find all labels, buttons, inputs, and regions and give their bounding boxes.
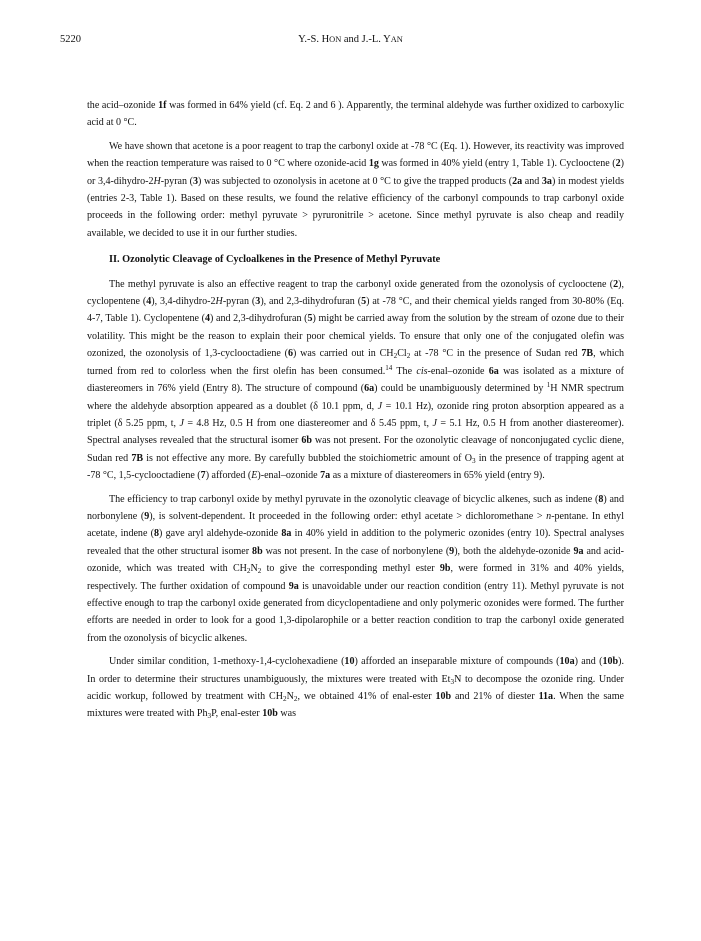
page-header bbox=[60, 34, 641, 50]
paragraph-acetone-trapping: We have shown that acetone is a poor reagent to trap the carbonyl oxide at -78 °C (Eq. 1). However, its reactivity was improved when the reaction temperature was raised to 0 °C where ozonide-acid 1g was formed in 40% yield (entry 1, Table 1). Cyclooctene (2) or 3,4-dihydro-2H-pyran (3) was subjected to ozonolysis in acetone at 0 °C to give the trapped products (2a and 3a) in modest yields (entries 2-3, Table 1). Based on these results, we found the relative efficiency of the carbonyl compounds to trap carbonyl oxide proceeds in the following order: methyl pyruvate > pyruronitrile > acetone. Since methyl pyruvate is also cheap and readily available, we decided to use it in our further studies. bbox=[87, 140, 624, 239]
article-body bbox=[87, 97, 624, 729]
paragraph-methoxy-cyclohexadiene: Under similar condition, 1-methoxy-1,4-cyclohexadiene (10) afforded an inseparable mixture of compounds (10a) and (10b). In order to determine their structures unambiguously, the mixtures were treated with $Et_3N$ to decompose the ozonide ring. Under acidic workup, followed by treatment with $CH_2N_2$, we obtained 41% of enal-ester 10b and 21% of diester 11a. When the same mixtures were treated with $Ph_3P$, enal-ester 10b was bbox=[87, 656, 625, 721]
paragraph-bicyclic-alkenes: The efficiency to trap carbonyl oxide by methyl pyruvate in the ozonolytic cleavage of bicyclic alkenes, such as indene (8) and norbonylene (9), is solvent-dependent. It proceeded in the following order: ethyl acetate > dichloromethane > n-pentane. In ethyl acetate, indene (8) gave aryl aldehyde-ozonide 8a in 40% yield in addition to the polymeric ozonides (entry 10). Spectral analyses revealed that the other structural isomer 8b was not present. In the case of norbonylene (9), both the aldehyde-ozonide 9a and acid-ozonide, which was treated with $CH_2N_2$ to give the corresponding methyl ester 9b, were formed in 31% and 40% yields, respectively. The further oxidation of compound 9a is unavoidable under our reaction condition (entry 11). Methyl pyruvate is not effective enough to trap the carbonyl oxide generated from dicyclopentadiene and only polymeric ozonides were formed. The further efforts are needed in order to look for a good 1,3-dipolarophile or a better reaction condition to trap the carbonyl oxide generated from the ozonolysis of bicyclic alkenes. bbox=[87, 493, 625, 644]
paragraph-continuation: the acid–ozonide 1f was formed in 64% yield (cf. Eq. 2 and 6 ). Apparently, the terminal aldehyde was further oxidized to carboxylic acid at 0 °C. bbox=[87, 100, 624, 129]
section-heading: II. Ozonolytic Cleavage of Cycloalkenes in the Presence of Methyl Pyruvate bbox=[109, 254, 441, 266]
paragraph-methyl-pyruvate: The methyl pyruvate is also an effective reagent to trap the carbonyl oxide generated from the ozonolysis of cyclooctene (2), cyclopentene (4), 3,4-dihydro-2H-pyran (3), and 2,3-dihydrofuran (5) at -78 °C, and their chemical yields ranged from 30-80% (Eq. 4-7, Table 1). Cyclopentene (4) and 2,3-dihydrofuran (5) might be carried away from the solution by the stream of ozone due to their volatility. This might be the reason to explain their poor chemical yields. To ensure that only one of the conjugated olefin was ozonized, the ozonolysis of 1,3-cyclooctadiene (6) was carried out in $CH_2Cl_2$ at -78 °C in the presence of Sudan red 7B, which turned from red to colorless when the first olefin has been consumed.$^{14}$ The cis-enal–ozonide 6a was isolated as a mixture of diastereomers in 76% yield (Entry 8). The structure of compound (6a) could be unambiguously determined by $^1$H NMR spectrum where the aldehyde absorption appeared as a doublet (δ 10.1 ppm, d, J = 10.1 Hz), ozonide ring proton absorption appeared as a triplet (δ 5.25 ppm, t, J = 4.8 Hz, 0.5 H from one diastereomer and δ 5.45 ppm, t, J = 5.1 Hz, 0.5 H from another diastereomer). Spectral analyses revealed that the structural isomer 6b was not present. For the ozonolytic cleavage of nonconjugated cyclic diene, Sudan red 7B is not effective any more. By carefully bubbled the stoichiometric amount of $O_3$ in the presence of trapping agent at -78 °C, 1,5-cyclooctadiene (7) afforded (E)-enal–ozonide 7a as a mixture of diastereomers in 65% yield (entry 9). bbox=[87, 278, 625, 482]
running-head: Y.-S. HON and J.-L. YAN bbox=[298, 34, 403, 45]
page-number: 5220 bbox=[60, 34, 81, 45]
